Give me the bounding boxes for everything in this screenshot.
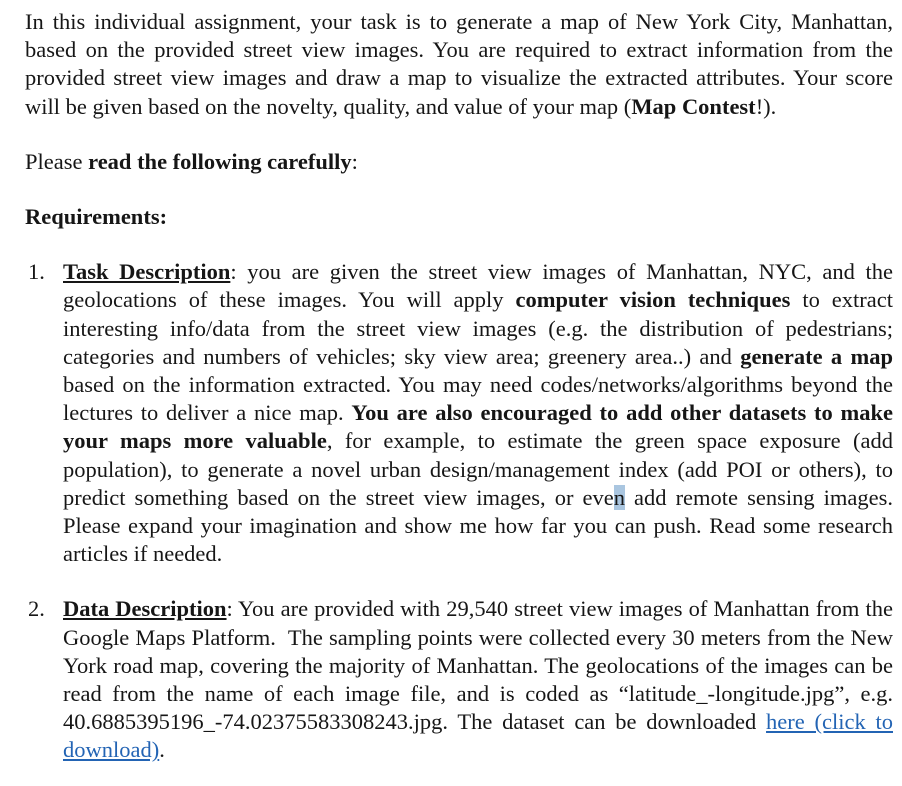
list-item-content — [63, 259, 893, 566]
text-run: : — [351, 148, 358, 174]
document-body — [25, 8, 893, 765]
list-number: 1. — [28, 259, 45, 285]
text-run: computer vision techniques — [515, 287, 791, 313]
text-run: You are also encouraged to add other datasets to make your maps more valuable — [63, 400, 893, 454]
text-run: based on the information extracted. You may need codes/networks/algorithms beyond the lectures to deliver a nice map. — [63, 372, 893, 426]
list-number: 2. — [28, 596, 45, 622]
text-run: to extract interesting info/data from the street view images (e.g. the distribution of pedestrians; categories and numbers of vehicles; sky view area; greenery area..) and — [63, 287, 893, 369]
paragraph — [25, 8, 893, 121]
text-run: generate a map — [740, 343, 893, 369]
text-run: Data Description — [63, 596, 227, 622]
text-run: . — [159, 737, 165, 763]
text-run: add remote sensing images. Please expand your imagination and show me how far you can push. Read some research articles if needed. — [63, 484, 894, 567]
text-run: Requirements: — [25, 204, 168, 230]
list-item — [25, 258, 893, 568]
text-run: : you are given the street view images of Manhattan, NYC, and the geolocations of these images. You will apply — [63, 259, 894, 313]
text-run: read the following carefully — [88, 148, 352, 174]
text-run: Map Contest — [631, 93, 756, 119]
paragraph — [25, 203, 893, 231]
text-run: !). — [755, 93, 777, 119]
text-run: Task Description — [63, 259, 231, 285]
download-link[interactable]: here (click to download) — [63, 709, 893, 763]
list-item-content — [63, 596, 893, 762]
text-run: : You are provided with 29,540 street view images of Manhattan from the Google Maps Platform. The sampling points were collected every 30 meters from the New York road map, covering the majority of Manhattan. The geolocations of the images can be read from the name of each image file, and is coded as “latitude_-longitude.jpg”, e.g. 40.6885395196_-74.02375583308243.jpg. The dataset can be downloaded — [63, 596, 893, 735]
list-item — [25, 595, 893, 764]
paragraph — [25, 148, 893, 176]
selected-text: n — [613, 484, 625, 510]
text-run: In this individual assignment, your task is to generate a map of New York City, Manhattan, based on the provided street view images. You are required to extract information from the provided street view images and draw a map to visualize the extracted attributes. Your score will be given based on the novelty, quality, and value of your map ( — [25, 9, 893, 119]
text-run: Please — [25, 148, 89, 174]
text-run: , for example, to estimate the green space exposure (add population), to generate a novel urban design/management index (add POI or others), to predict something based on the street view images, or eve — [63, 428, 893, 510]
